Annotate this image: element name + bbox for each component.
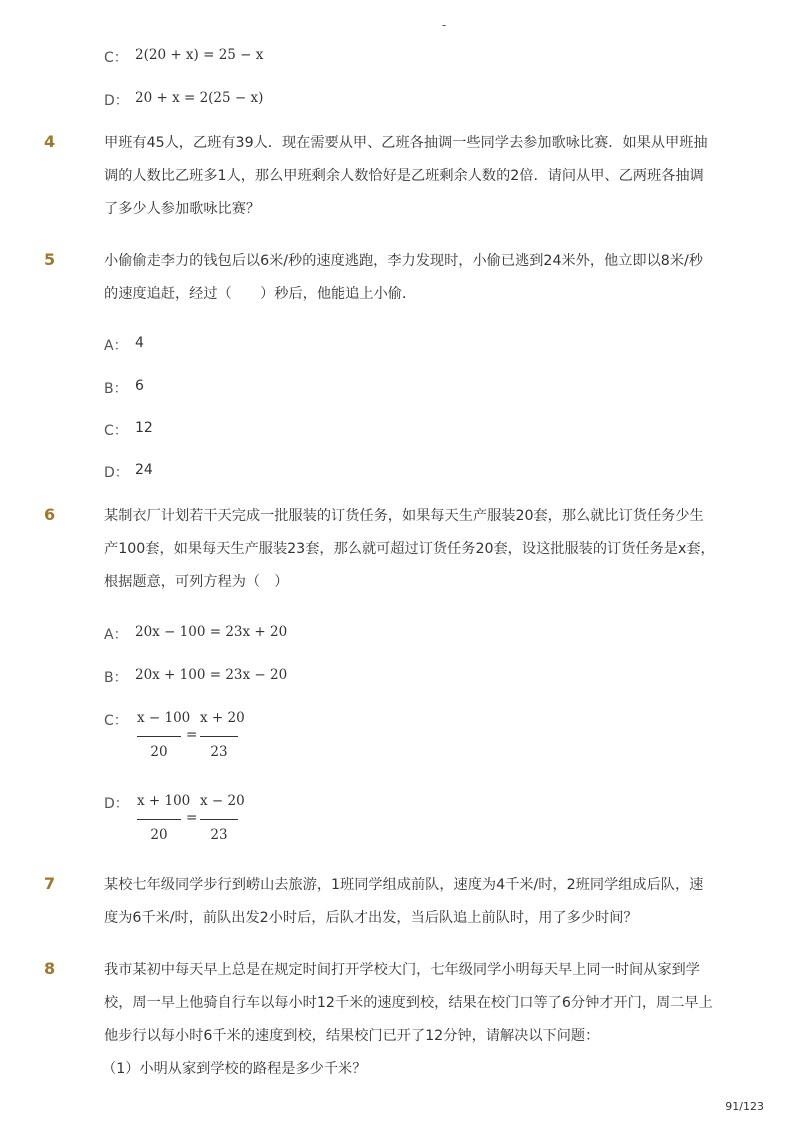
numerator-right: x − 20 — [200, 793, 245, 809]
option-label-d: D： — [104, 796, 129, 812]
numerator-left: x − 100 — [137, 710, 191, 726]
option-label-b: B： — [104, 381, 128, 397]
option-text-b: 6 — [135, 378, 144, 394]
question-7-line-1: 某校七年级同学步行到崂山去旅游，1班同学组成前队，速度为4千米/时，2班同学组成后队，速 — [104, 877, 704, 893]
question-number-5: 5 — [44, 250, 56, 269]
question-8-line-2: 校，周一早上他骑自行车以每小时12千米的速度到校，结果在校门口等了6分钟才开门，周二早上 — [104, 995, 713, 1011]
option-label-d: D： — [104, 93, 129, 109]
question-6-line-1: 某制衣厂计划若干天完成一批服装的订货任务，如果每天生产服装20套，那么就比订货任务少生 — [104, 508, 704, 524]
question-6-line-3: 根据题意，可列方程为（ ） — [104, 574, 289, 590]
option-text-a: 20x − 100 = 23x + 20 — [135, 624, 288, 640]
denominator-right: 23 — [210, 744, 228, 760]
option-text-a: 4 — [135, 335, 144, 351]
denominator-left: 20 — [150, 744, 168, 760]
fraction-equation-c — [137, 710, 247, 760]
option-text-c: 12 — [135, 420, 153, 436]
option-label-c: C： — [104, 50, 128, 66]
question-number-4: 4 — [44, 132, 56, 151]
question-4-line-1: 甲班有45人，乙班有39人．现在需要从甲、乙班各抽调一些同学去参加歌咏比赛．如果从甲班抽 — [104, 135, 708, 151]
question-8-line-3: 他步行以每小时6千米的速度到校，结果校门已开了12分钟，请解决以下问题： — [104, 1028, 600, 1044]
question-number-8: 8 — [44, 959, 56, 978]
fraction-bar-right — [200, 819, 238, 820]
question-5-line-1: 小偷偷走李力的钱包后以6米/秒的速度逃跑，李力发现时，小偷已逃到24米外，他立即以8米/秒 — [104, 253, 703, 269]
option-label-c: C： — [104, 713, 128, 729]
option-text-d: 24 — [135, 462, 153, 478]
denominator-left: 20 — [150, 827, 168, 843]
fraction-bar-left — [137, 736, 181, 737]
fraction-bar-left — [137, 819, 181, 820]
question-8-subquestion-1: （1）小明从家到学校的路程是多少千米？ — [102, 1061, 367, 1077]
question-4-line-2: 调的人数比乙班多1人，那么甲班剩余人数恰好是乙班剩余人数的2倍．请问从甲、乙两班各抽调 — [104, 168, 704, 184]
numerator-right: x + 20 — [200, 710, 245, 726]
option-label-a: A： — [104, 627, 128, 643]
question-7-line-2: 度为6千米/时，前队出发2小时后，后队才出发，当后队追上前队时，用了多少时间？ — [104, 910, 638, 926]
fraction-equation-d — [137, 793, 247, 843]
question-5-line-2: 的速度追赶，经过（ ）秒后，他能追上小偷． — [104, 286, 417, 302]
question-4-line-3: 了多少人参加歌咏比赛？ — [104, 201, 261, 217]
denominator-right: 23 — [210, 827, 228, 843]
question-8-line-1: 我市某初中每天早上总是在规定时间打开学校大门，七年级同学小明每天早上同一时间从家到学 — [104, 962, 700, 978]
fraction-bar-right — [200, 736, 238, 737]
option-text-c: 2(20 + x) = 25 − x — [135, 47, 264, 63]
equals-sign: = — [186, 727, 198, 743]
option-label-a: A： — [104, 338, 128, 354]
option-label-c: C： — [104, 423, 128, 439]
page-top-mark: - — [442, 18, 447, 32]
option-label-d: D： — [104, 465, 129, 481]
option-text-b: 20x + 100 = 23x − 20 — [135, 667, 288, 683]
page-number: 91/123 — [725, 1100, 764, 1113]
question-number-6: 6 — [44, 505, 56, 524]
option-label-b: B： — [104, 670, 128, 686]
question-number-7: 7 — [44, 874, 56, 893]
equals-sign: = — [186, 810, 198, 826]
numerator-left: x + 100 — [137, 793, 191, 809]
question-6-line-2: 产100套，如果每天生产服装23套，那么就可超过订货任务20套，设这批服装的订货任务是x套， — [104, 541, 715, 557]
option-text-d: 20 + x = 2(25 − x) — [135, 90, 264, 106]
